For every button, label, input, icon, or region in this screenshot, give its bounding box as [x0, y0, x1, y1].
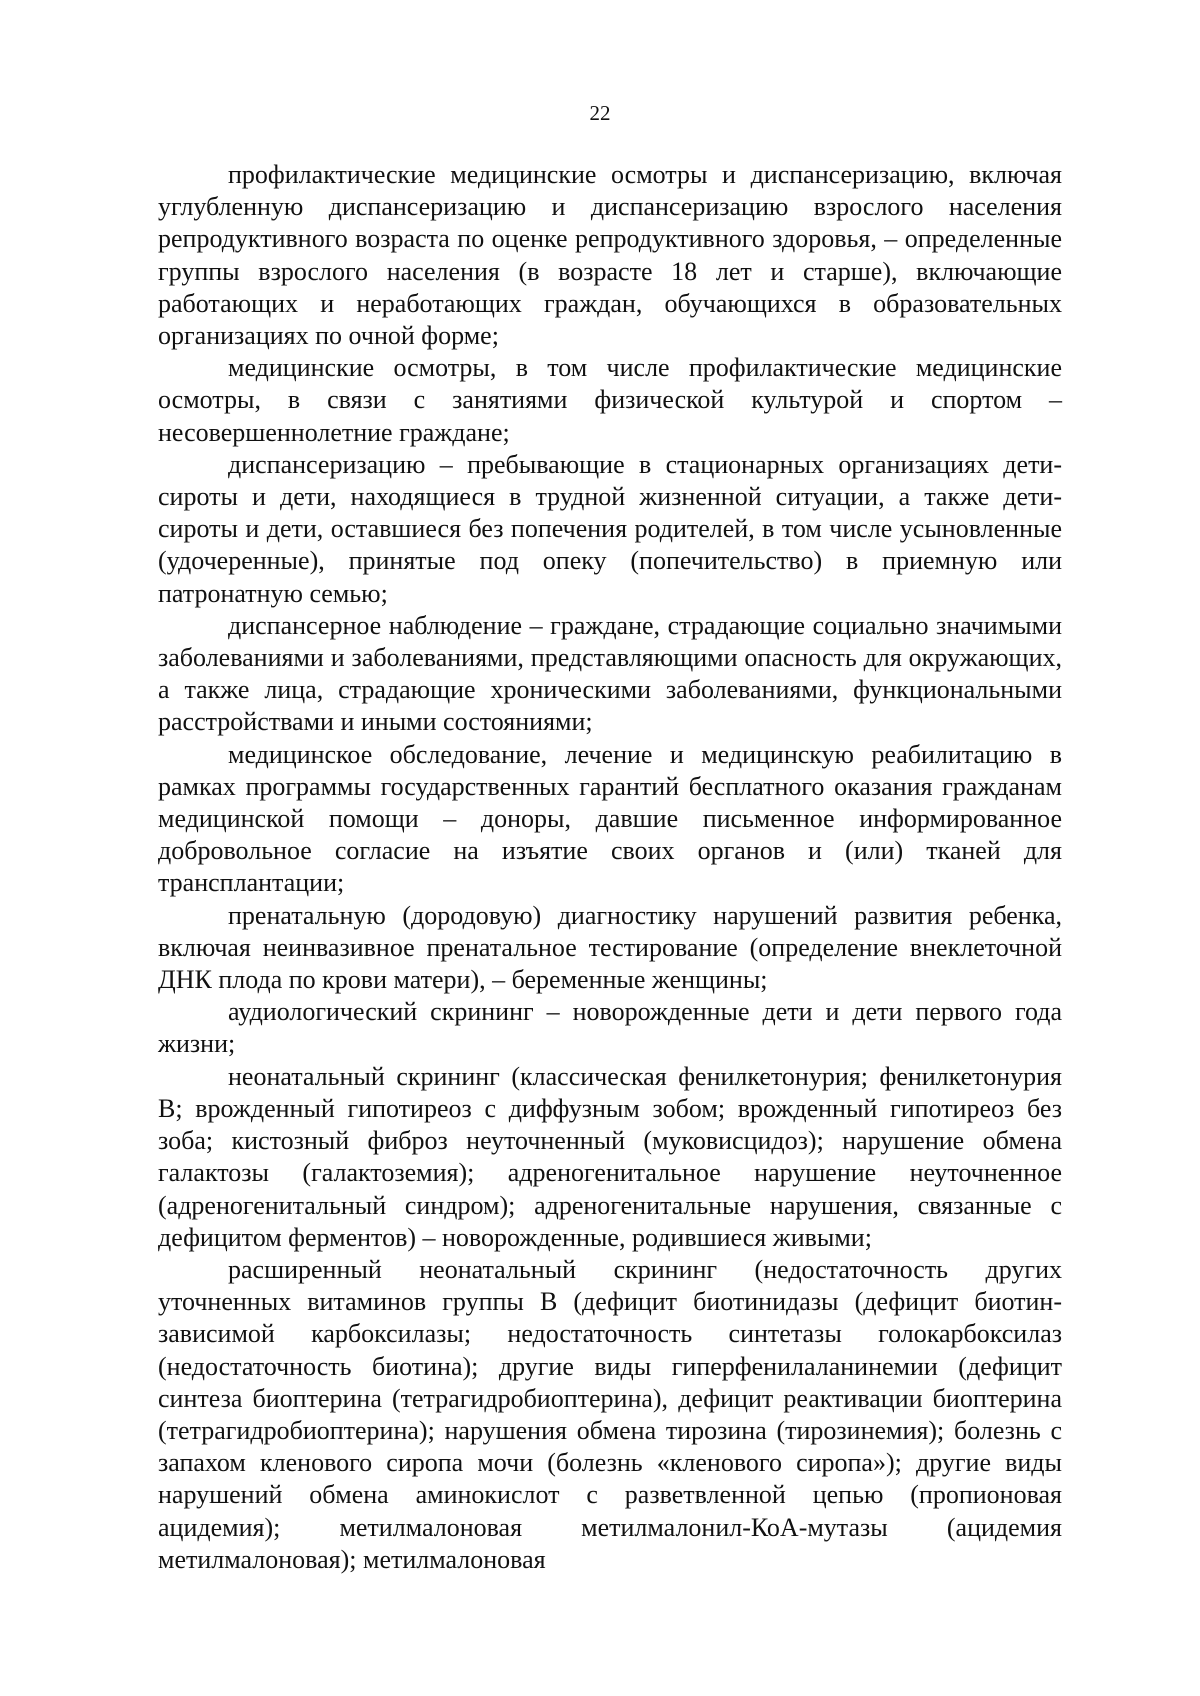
paragraph-neonatal-screening: неонатальный скрининг (классическая фенилкетонурия; фенилкетонурия B; врожденный гипотиреоз с диффузным зобом; врожденный гипотиреоз без зоба; кистозный фиброз неуточненный (муковисцидоз); нарушение обмена галактозы (галактоземия); адреногенитальное нарушение неуточненное (адреногенитальный синдром); адреногенитальные нарушения, связанные с дефицитом ферментов) – новорожденные, родившиеся живыми; — [158, 1061, 1062, 1252]
paragraph-donors: медицинское обследование, лечение и медицинскую реабилитацию в рамках программы государственных гарантий бесплатного оказания гражданам медицинской помощи – доноры, давшие письменное информированное добровольное согласие на изъятие своих органов и (или) тканей для трансплантации; — [158, 739, 1062, 898]
paragraph-dispensary-observation: диспансерное наблюдение – граждане, страдающие социально значимыми заболеваниями и заболеваниями, представляющими опасность для окружающих, а также лица, страдающие хроническими заболеваниями, функциональными расстройствами и иными состояниями; — [158, 610, 1062, 737]
page-number: 22 — [589, 101, 611, 125]
paragraph-medical-exams-sport: медицинские осмотры, в том числе профилактические медицинские осмотры, в связи с занятиями физической культурой и спортом – несовершеннолетние граждане; — [158, 353, 1062, 447]
paragraph-orphans-dispensarization: диспансеризацию – пребывающие в стационарных организациях дети-сироты и дети, находящиеся в трудной жизненной ситуации, а также дети-сироты и дети, оставшиеся без попечения родителей, в том числе усыновленные (удочеренные), принятые под опеку (попечительство) в приемную или патронатную семью; — [158, 449, 1062, 608]
paragraph-extended-neonatal-screening: расширенный неонатальный скрининг (недостаточность других уточненных витаминов группы B (дефицит биотинидазы (дефицит биотин-зависимой карбоксилазы; недостаточность синтетазы голокарбоксилаз (недостаточность биотина); другие виды гиперфенилаланинемии (дефицит синтеза биоптерина (тетрагидробиоптерина), дефицит реактивации биоптерина (тетрагидробиоптерина); нарушения обмена тирозина (тирозинемия); болезнь с запахом кленового сиропа мочи (болезнь «кленового сиропа»); другие виды нарушений обмена аминокислот с разветвленной цепью (пропионовая ацидемия); метилмалоновая метилмалонил-КоА-мутазы (ацидемия метилмалоновая); метилмалоновая — [158, 1254, 1062, 1574]
document-body — [158, 159, 1062, 1576]
paragraph-prenatal-diagnostics: пренатальную (дородовую) диагностику нарушений развития ребенка, включая неинвазивное пренатальное тестирование (определение внеклеточной ДНК плода по крови матери), – беременные женщины; — [158, 900, 1062, 995]
paragraph-preventive-exams: профилактические медицинские осмотры и диспансеризацию, включая углубленную диспансеризацию и диспансеризацию взрослого населения репродуктивного возраста по оценке репродуктивного здоровья, – определенные группы взрослого населения (в возрасте 18 лет и старше), включающие работающих и неработающих граждан, обучающихся в образовательных организациях по очной форме; — [158, 160, 1062, 351]
paragraph-audiology-screening: аудиологический скрининг – новорожденные дети и дети первого года жизни; — [158, 997, 1062, 1059]
